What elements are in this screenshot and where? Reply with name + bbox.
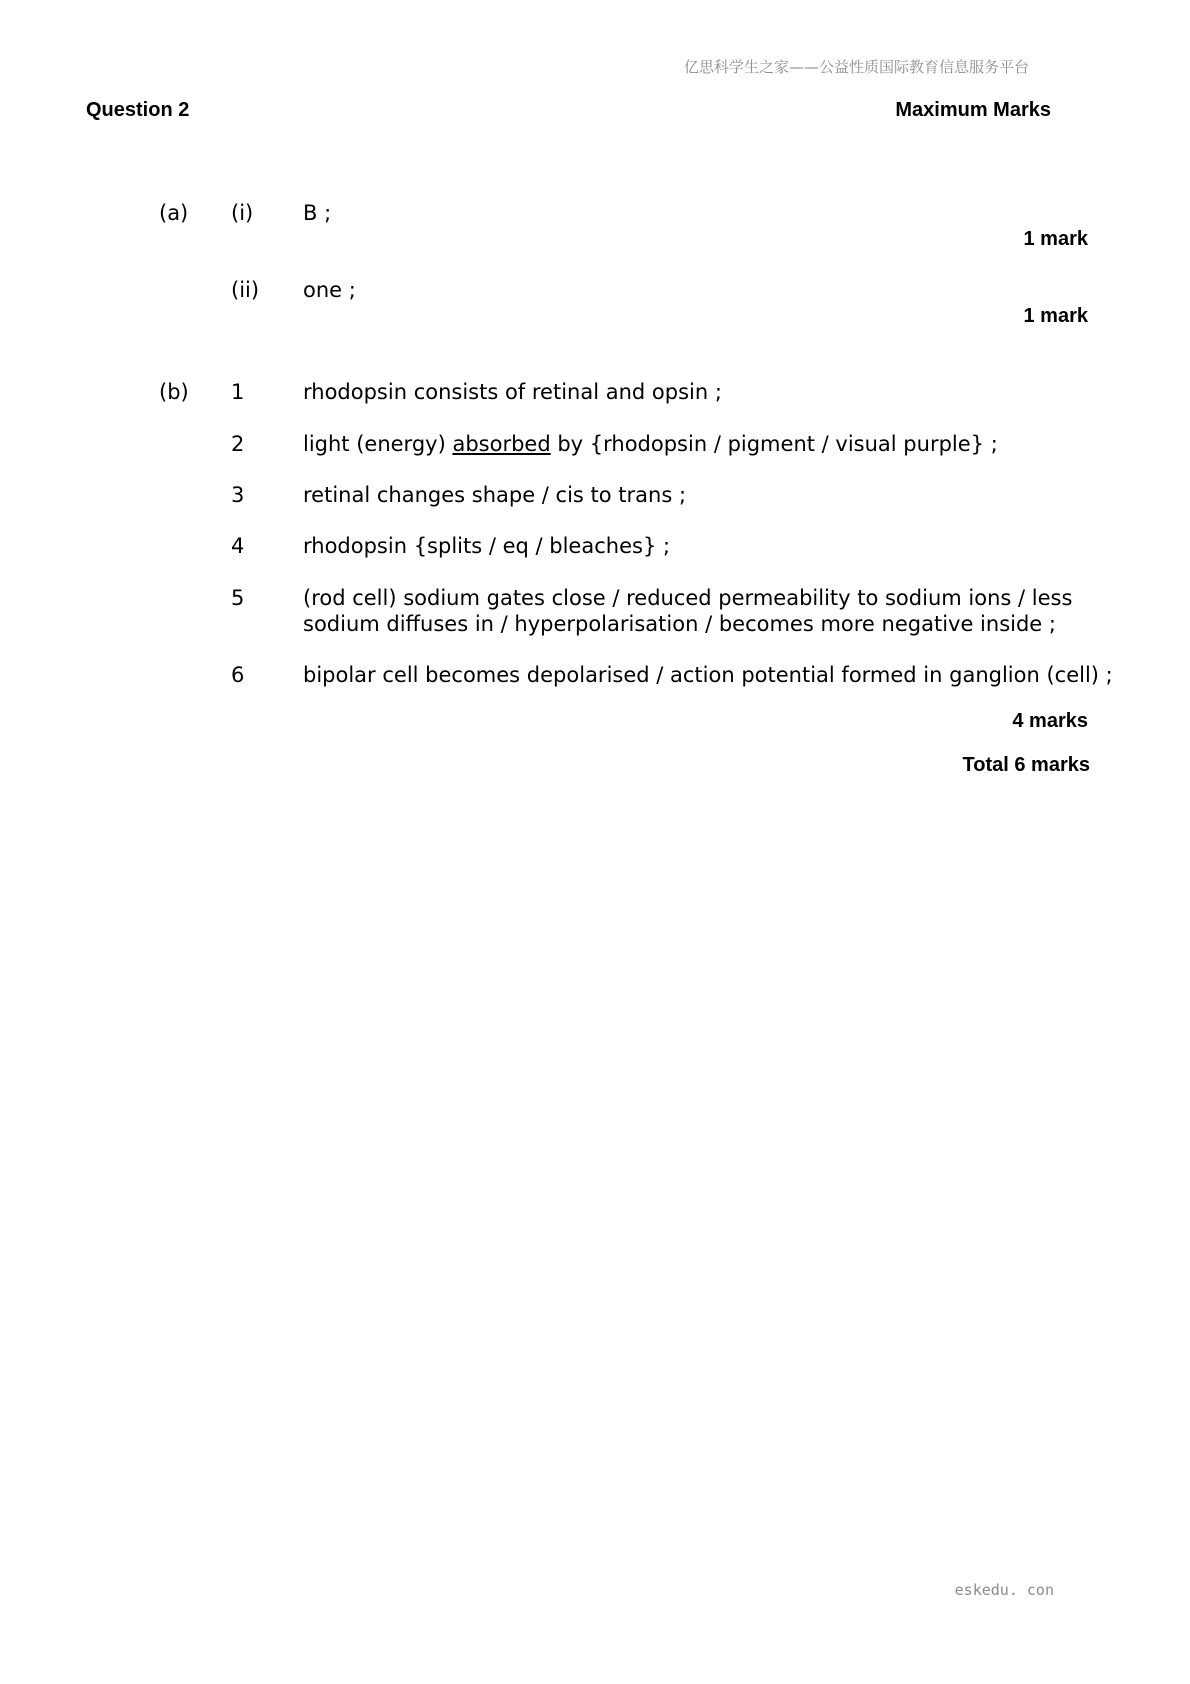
answer-text: B ;	[303, 201, 332, 225]
mark-label: 1 mark	[1023, 228, 1088, 250]
point-number: 4	[231, 534, 245, 558]
point-number: 3	[231, 483, 245, 507]
item-number: (i)	[231, 201, 254, 225]
part-a-label: (a)	[159, 201, 189, 225]
point-number: 1	[231, 380, 245, 404]
point-text: bipolar cell becomes depolarised / action potential formed in ganglion (cell) ;	[303, 663, 1113, 687]
point-text-after: by {rhodopsin / pigment / visual purple} ;	[550, 432, 998, 456]
watermark-text: 亿思科学生之家——公益性质国际教育信息服务平台	[684, 58, 1030, 76]
footer-site-text: eskedu. con	[954, 1581, 1054, 1599]
item-number: (ii)	[231, 278, 260, 302]
maximum-marks-heading: Maximum Marks	[895, 99, 1051, 121]
point-text	[303, 432, 998, 456]
point-number: 2	[231, 432, 245, 456]
mark-label: 1 mark	[1023, 305, 1088, 327]
point-number: 5	[231, 586, 245, 610]
point-text-line-1: (rod cell) sodium gates close / reduced permeability to sodium ions / less	[303, 586, 1073, 610]
point-text-line-2: sodium diffuses in / hyperpolarisation / becomes more negative inside ;	[303, 612, 1056, 636]
part-b-mark-label: 4 marks	[1012, 710, 1088, 732]
answer-text: one ;	[303, 278, 356, 302]
point-text: retinal changes shape / cis to trans ;	[303, 483, 687, 507]
underlined-keyword: absorbed	[452, 432, 551, 456]
point-text: rhodopsin {splits / eq / bleaches} ;	[303, 534, 671, 558]
point-text-before: light (energy)	[303, 432, 453, 456]
point-text: rhodopsin consists of retinal and opsin ;	[303, 380, 722, 404]
question-title: Question 2	[86, 99, 190, 121]
total-marks: Total 6 marks	[962, 754, 1090, 776]
point-number: 6	[231, 663, 245, 687]
part-b-label: (b)	[159, 380, 189, 404]
